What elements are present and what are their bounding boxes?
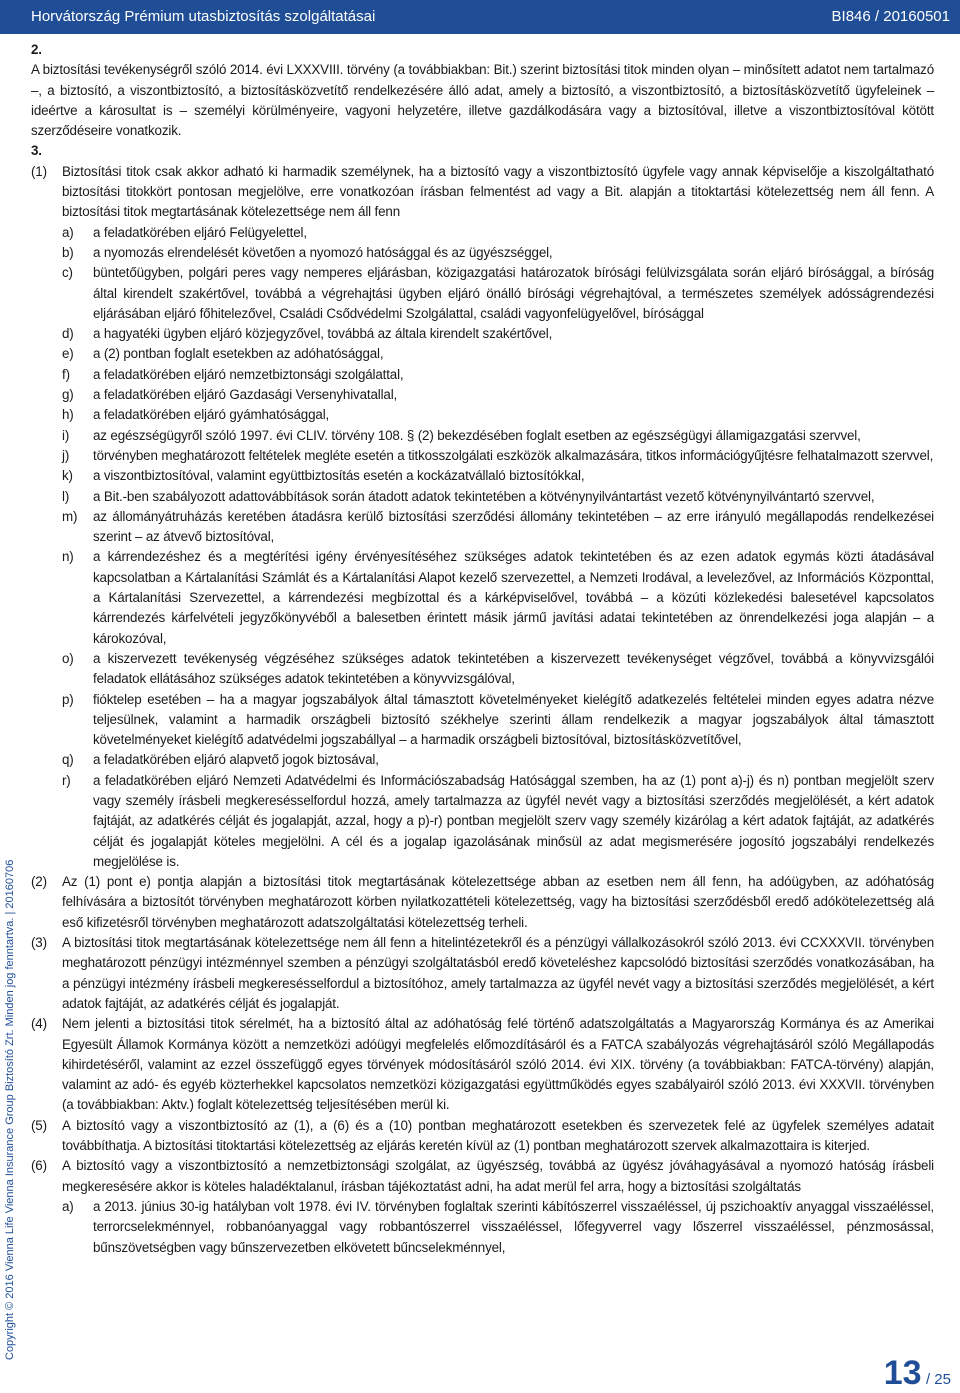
list-item — [31, 426, 934, 446]
copyright-sidebar: Copyright © 2016 Vienna Life Vienna Insurance Group Biztosító Zrt. Minden jog fenntartva. | 20160706 — [4, 859, 16, 1360]
list-item-label: i) — [62, 427, 70, 443]
list-item-label: a) — [62, 224, 74, 240]
list-item — [31, 344, 934, 364]
list-item-text: fióktelep esetében – ha a magyar jogszabályok által támasztott követelményeket kielégítő adatkezelés feltételei minden egyes adatra nézve teljesülnek, valamint a harmadik országbeli biztosító székhelye szerinti állam rendelkezik a magyar jogszabályok által támasztott követelményeket kielégítő adatvédelmi jogszabállyal – a harmadik országbeli biztosítóval, biztosításközvetítővel, — [93, 691, 934, 748]
paragraph-text: Az (1) pont e) pontja alapján a biztosítási titok megtartásának kötelezettsége abban az esetben nem áll fenn, ha adóügyben, az adóhatóság felhívására a biztosítót törvényben meghatározott körben nyilatkozattételi kötelezettség, vagy ha biztosítási szerződésből eredő adókötelezettség alá eső kifizetésről törvényben meghatározott adatszolgáltatási kötelezettség terheli. — [62, 874, 934, 930]
list-item — [31, 507, 934, 548]
list-item-text: a 2013. június 30-ig hatályban volt 1978. évi IV. törvényben foglaltak szerinti kábítószerrel visszaéléssel, új pszichoaktív anyaggal visszaéléssel, terrorcselekménnyel, robbanóanyaggal vagy robbantószerrel visszaéléssel, lőfegyverrel vagy lőszerrel visszaéléssel, pénzmosással, bűnszövetségben vagy bűnszervezetben elkövetett bűncselekménnyel, — [93, 1198, 934, 1255]
document-id: BI846 / 20160501 — [831, 8, 950, 25]
paragraph-text: A biztosító vagy a viszontbiztosító az (1), a (6) és a (10) pontban meghatározott esetekben és szervezetek felé az ügyfelek személyes adatait továbbíthatja. A biztosítási titoktartási kötelezettség az eljárás keretén kívül az (1) pontban meghatározott szervek alkalmazottaira is kiterjed. — [62, 1117, 934, 1154]
list-item-label: n) — [62, 549, 74, 565]
list-item-text: a feladatkörében eljáró Gazdasági Versenyhivatallal, — [93, 387, 398, 403]
list-item — [31, 487, 934, 507]
paragraph-text: A biztosító vagy a viszontbiztosító a nemzetbiztonsági szolgálat, az ügyészség, továbbá az ügyész jóváhagyásával a nyomozó hatóság írásbeli megkeresésére akkor is köteles haladéktalanul, írásban tájékoztatást adni, ha adat merül fel arra, hogy a biztosítási szolgáltatás — [62, 1158, 934, 1194]
list-item — [31, 750, 934, 770]
list-item-text: a hagyatéki ügyben eljáró közjegyzővel, továbbá az általa kirendelt szakértővel, — [93, 326, 553, 342]
document-body — [31, 40, 934, 1258]
list-item-label: b) — [62, 244, 74, 260]
paragraph-text: A biztosítási titok megtartásának kötelezettsége nem áll fenn a hitelintézetekről és a pénzügyi vállalkozásokról szóló 2013. évi CCXXXVII. törvényben meghatározott pénzügyi intézménnyel szemben a pénzügyi szolgáltatásból eredő követeléshez kapcsolódó biztosítási szerződés vonatkozásában, ha a pénzügyi intézmény írásbeli megkeresésselfordul a biztosítóhoz, amely tartalmazza az ügyfél nevét vagy a biztosítási szerződés megjelölését, a kért adatok fajtáját, az adatkérés célját és jogalapját. — [62, 935, 934, 1011]
paragraph-number: (1) — [31, 163, 47, 179]
list-item — [31, 365, 934, 385]
paragraph-number: (4) — [31, 1016, 47, 1032]
list-item-label: k) — [62, 468, 73, 484]
section-text: A biztosítási tevékenységről szóló 2014. évi LXXXVIII. törvény (a továbbiakban: Bit.) szerint biztosítási titok minden olyan – minősített adatot nem tartalmazó –, a biztosító, a viszontbiztosító, a biztosításközvetítő rendelkezésére álló adat, amely a biztosító, a viszontbiztosító, a biztosításközvetítő ügyfeleinek – ideértve a károsultat is – személyi körülményeire, vagyoni helyzetére, illetve gazdálkodására vagy a biztosítóval, illetve a viszontbiztosítóval kötött szerződéseire vonatkozik. — [31, 62, 934, 139]
list-item — [31, 263, 934, 324]
list-item — [31, 243, 934, 263]
current-page: 13 — [883, 1354, 922, 1392]
list-item-label: j) — [62, 447, 70, 463]
list-item-label: g) — [62, 387, 74, 403]
section-number: 3. — [31, 143, 42, 159]
paragraph-number: (3) — [31, 935, 47, 951]
list-item-text: a feladatkörében eljáró gyámhatósággal, — [93, 407, 330, 423]
list-item-text: a feladatkörében eljáró Nemzeti Adatvédelmi és Információszabadság Hatósággal szemben, ha az (1) pont a)-j) és n) pontban megjelölt szerv vagy személy írásbeli megkeresésselfordul hozzá, amely tartalmazza az ügyfél nevét vagy a biztosítási szerződés megjelölését, a kért adatok fajtáját, az adatkérés célját és jogalapját, azzal, hogy a p)-r) pontban megjelölt szerv vagy személy kizárólag a kért adatok fajtáját, az adatkérés célját és jogalapját köteles megjelölni. A cél és a jogalap igazolásának minősül az adat megismerésére jogosító jogszabályi rendelkezés megjelölése is. — [93, 772, 934, 869]
list-item — [31, 466, 934, 486]
list-item-text: az állományátruházás keretében átadásra kerülő biztosítási szerződési állomány tekintetében – az erre irányuló megállapodás rendelkezései szerint – az átvevő biztosítóval, — [93, 508, 934, 545]
list-item-text: a feladatkörében eljáró Felügyelettel, — [93, 224, 307, 240]
list-item-text: a (2) pontban foglalt esetekben az adóhatósággal, — [93, 346, 384, 362]
list-item-label: h) — [62, 407, 74, 423]
list-item-label: a) — [62, 1198, 74, 1214]
list-item — [31, 446, 934, 466]
list-item-label: l) — [62, 488, 70, 504]
list-item-label: c) — [62, 265, 73, 281]
list-item — [31, 405, 934, 425]
list-item-text: a nyomozás elrendelését követően a nyomozó hatósággal és az ügyészséggel, — [93, 244, 553, 260]
list-item — [31, 1197, 934, 1258]
list-item — [31, 385, 934, 405]
list-item-text: az egészségügyről szóló 1997. évi CLIV. törvény 108. § (2) bekezdésében foglalt esetben az egészségügyi államigazgatási szervvel, — [93, 427, 861, 443]
list-item-text: a Bit.-ben szabályozott adattovábbítások során átadott adatok tekintetében a kötvénynyilvántartást vezető kötvénynyilvántartó szervvel, — [93, 488, 875, 504]
list-item — [31, 324, 934, 344]
paragraph-6 — [31, 1156, 934, 1197]
page-header — [0, 0, 960, 34]
list-item-text: törvényben meghatározott feltételek megléte esetén a titkosszolgálati eszközök alkalmazására, titkos információgyűjtésre felhatalmazott szervvel, — [93, 447, 934, 463]
paragraph-2 — [31, 872, 934, 933]
list-item-text: büntetőügyben, polgári peres vagy nemperes eljárásban, közigazgatási határozatok bírósági felülvizsgálata során eljáró bírósággal, a bíróság által kirendelt szakértővel, továbbá a végrehajtási ügyben eljáró önálló bírósági végrehajtóval, a természetes személyek adósságrendezési eljárásában eljáró főhitelezővel, Családi Csődvédelmi Szolgálattal, családi vagyonfelügyelővel, bírósággal — [93, 265, 934, 321]
list-item-label: m) — [62, 508, 78, 524]
list-item — [31, 771, 934, 872]
total-pages: / 25 — [925, 1371, 951, 1388]
list-item — [31, 649, 934, 690]
list-item-label: e) — [62, 346, 74, 362]
page-number — [884, 1354, 951, 1393]
list-item-text: a feladatkörében eljáró alapvető jogok biztosával, — [93, 752, 379, 768]
list-item-text: a feladatkörében eljáró nemzetbiztonsági szolgálattal, — [93, 366, 404, 382]
paragraph-5 — [31, 1116, 934, 1157]
paragraph-number: (6) — [31, 1158, 47, 1174]
list-item-text: a viszontbiztosítóval, valamint együttbiztosítás esetén a kockázatvállaló biztosítókkal, — [93, 468, 585, 484]
paragraph-text: Nem jelenti a biztosítási titok sérelmét, ha a biztosító által az adóhatóság felé történő adatszolgáltatás a Magyarország Kormánya és az Amerikai Egyesült Államok Kormánya között a nemzetközi adóügyi megfelelés előmozdításáról és a FATCA szabályozás végrehajtásáról szóló Megállapodás kihirdetéséről, valamint az ezzel összefüggő egyes törvények módosításáról szóló 2014. évi XIX. törvény (a továbbiakban: FATCA-törvény) alapján, valamint az adó- és egyéb közterhekkel kapcsolatos nemzetközi közigazgatási együttműködés egyes szabályairól szóló 2013. évi XXXVII. törvényben (a továbbiakban: Aktv.) foglalt kötelezettség teljesítésében merül ki. — [62, 1016, 934, 1113]
list-item — [31, 690, 934, 751]
list-item-text: a kiszervezett tevékenység végzéséhez szükséges adatok tekintetében a kiszervezett tevékenységet végzővel, továbbá a könyvvizsgálói feladatok ellátásához szükséges adatok tekintetében a könyvvizsgálóval, — [93, 650, 934, 687]
list-item — [31, 223, 934, 243]
list-item — [31, 547, 934, 648]
paragraph-4 — [31, 1014, 934, 1115]
list-item-label: p) — [62, 691, 74, 707]
section-number: 2. — [31, 42, 42, 57]
paragraph-1 — [31, 162, 934, 223]
paragraph-number: (5) — [31, 1117, 47, 1133]
paragraph-text: Biztosítási titok csak akkor adható ki harmadik személynek, ha a biztosító vagy a viszontbiztosító ügyfele vagy annak képviselője a kiszolgáltatható biztosítási titokkört pontosan megjelölve, erre vonatkozóan írásban felmentést ad vagy a Bit. alapján a titoktartási kötelezettség nem áll fenn. A biztosítási titok megtartásának kötelezettsége nem áll fenn — [62, 163, 934, 220]
list-item-label: q) — [62, 752, 74, 768]
document-title: Horvátország Prémium utasbiztosítás szolgáltatásai — [31, 8, 376, 25]
list-item-text: a kárrendezéshez és a megtérítési igény érvényesítéséhez szükséges adatok tekintetében és az ezen adatok egymás közti átadásával kapcsolatban a Kártalanítási Számlát és a Kártalanítási Alapot kezelő szervezettel, a Nemzeti Irodával, a levelezővel, az Információs Központtal, a Kártalanítási Szervezettel, a kárrendezési megbízottal és a kárképviselővel, továbbá – a közúti közlekedési balesetével kapcsolatos kárrendezés kárfelvételi jegyzőkönyvéből a balesetben érintett másik jármű javítási adatai tekintetében az önrendelkezési joga alapján – a károkozóval, — [93, 549, 934, 646]
list-item-label: d) — [62, 326, 74, 342]
list-item-label: r) — [62, 772, 71, 788]
paragraph-number: (2) — [31, 874, 47, 890]
paragraph-3 — [31, 933, 934, 1014]
list-item-label: f) — [62, 366, 70, 382]
list-item-label: o) — [62, 650, 74, 666]
